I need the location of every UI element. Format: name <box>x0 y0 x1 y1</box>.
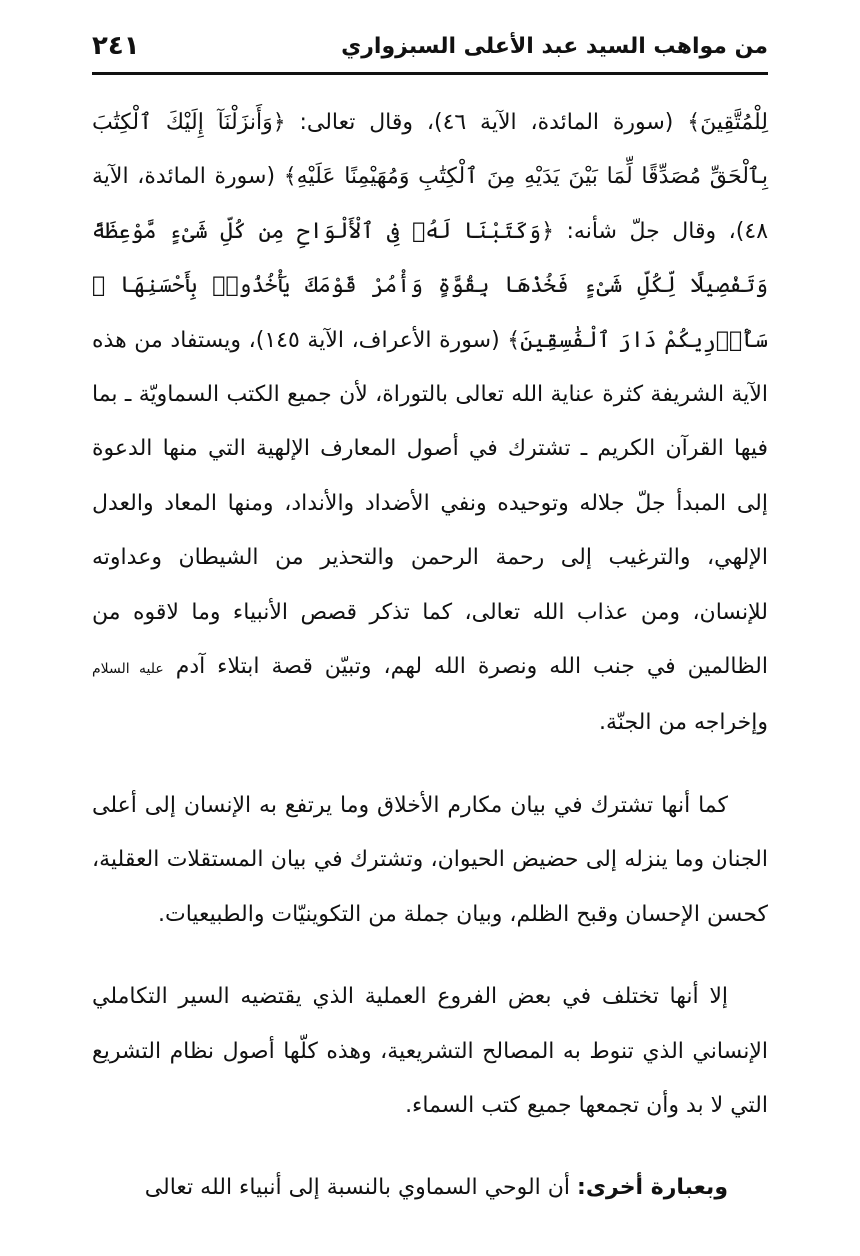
quran-verse: وَكَتَبْنَا لَهُۥ فِى ٱلْأَلْوَاحِ مِن كُلِّ شَىْءٍ مَّوْعِظَةً وَتَفْصِيلًا لِّكُلِّ شَىْءٍ فَخُذْهَا بِقُوَّةٍ وَأْمُرْ قَوْمَكَ يَأْخُذُوا۟ بِأَحْسَنِهَا ۚ سَأُو۟رِيكُمْ دَارَ ٱلْفَٰسِقِينَ <box>92 218 769 353</box>
paragraph-gap <box>92 942 768 970</box>
honorific-glyph: عليه السلام <box>92 661 164 678</box>
page-body <box>92 96 768 1216</box>
paragraph-4 <box>92 1161 768 1215</box>
paragraph-gap <box>92 751 768 779</box>
paragraph-gap <box>92 1133 768 1161</box>
page-number: ٢٤١ <box>92 31 140 61</box>
lead-phrase: وبعبارة أخرى: <box>577 1175 728 1201</box>
header-rule <box>92 72 768 75</box>
quran-open-bracket: ﴿ <box>272 110 286 135</box>
body-text: (سورة الأعراف، الآية ١٤٥)، ويستفاد من هذه الآية الشريفة كثرة عناية الله تعالى بالتوراة، لأن جميع الكتب السماويّة ـ بما فيها القرآن الكريم ـ تشترك في أصول المعارف الإلهية التي منها الدعوة إلى المبدأ جلّ جلاله وتوحيده ونفي الأضداد والأنداد، ومنها المعاد والعدل الإلهي، والترغيب إلى رحمة الرحمن والتحذير من الشيطان وعداوته للإنسان، ومن عذاب الله تعالى، كما تذكر قصص الأنبياء وما لاقوه من الظالمين في جنب الله ونصرة الله لهم، وتبيّن قصة ابتلاء آدم <box>92 327 768 680</box>
citation-text: (سورة المائدة، الآية ٤٦)، وقال تعالى: <box>285 110 688 135</box>
paragraph-2: كما أنها تشترك في بيان مكارم الأخلاق وما يرتفع به الإنسان إلى أعلى الجنان وما ينزله إلى حضيض الحيوان، وتشترك في بيان المستقلات العقلية، كحسن الإحسان وقبح الظلم، وبيان جملة من التكوينيّات والطبيعيات. <box>92 792 768 927</box>
running-title: من مواهب السيد عبد الأعلى السبزواري <box>341 33 768 59</box>
paragraph-1 <box>92 96 768 751</box>
quran-close-bracket: ﴾ <box>687 110 701 135</box>
paragraph-3: إلا أنها تختلف في بعض الفروع العملية الذي يقتضيه السير التكاملي الإنساني الذي تنوط به المصالح التشريعية، وهذه كلّها أصول نظام التشريع التي لا بد وأن تجمعها جميع كتب السماء. <box>92 984 768 1118</box>
page-header <box>92 22 768 70</box>
body-text: وإخراجه من الجنّة. <box>599 710 768 736</box>
body-text: أن الوحي السماوي بالنسبة إلى أنبياء الله تعالى <box>144 1175 578 1201</box>
quran-close-bracket: ﴾ <box>283 164 297 190</box>
citation-text: (سورة المائدة، الآية ٤٨)، وقال جلّ شأنه: <box>92 164 769 244</box>
quran-verse-ending: لِلْمُتَّقِينَ <box>700 110 768 135</box>
quran-verse: وَأَنزَلْنَآ إِلَيْكَ ٱلْكِتَٰبَ بِٱلْحَقِّ مُصَدِّقًا لِّمَا بَيْنَ يَدَيْهِ مِنَ ٱلْكِتَٰبِ وَمُهَيْمِنًا عَلَيْهِ <box>92 110 769 190</box>
quran-open-bracket: ﴿ <box>541 218 554 244</box>
quran-close-bracket: ﴾ <box>507 327 521 353</box>
